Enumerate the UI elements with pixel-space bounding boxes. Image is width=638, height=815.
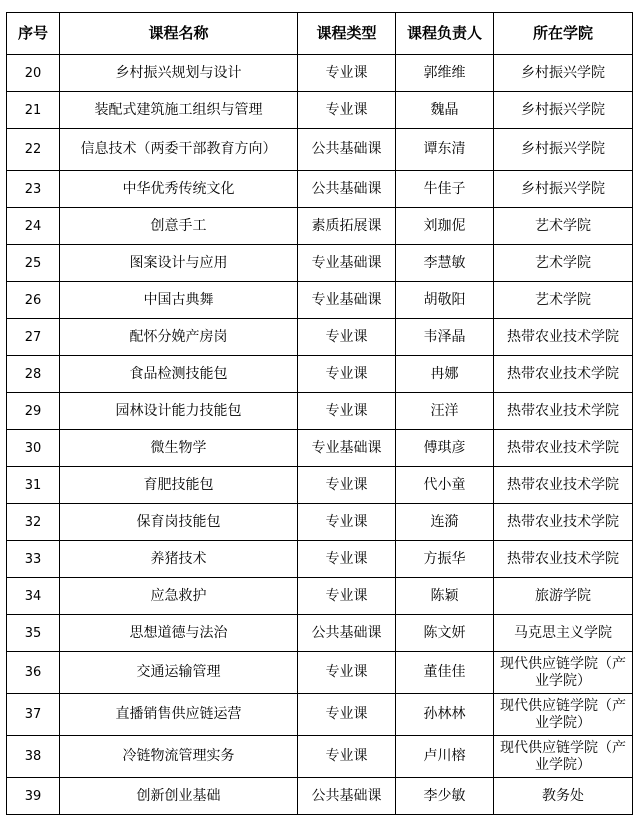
row-no-cell: 21 <box>7 92 60 129</box>
header-row <box>7 13 633 55</box>
college-cell: 热带农业技术学院 <box>494 356 633 393</box>
row-no-cell: 36 <box>7 652 60 694</box>
row-no-cell: 30 <box>7 430 60 467</box>
course-type-cell: 公共基础课 <box>298 778 396 815</box>
row-no-cell: 26 <box>7 282 60 319</box>
course-type-cell: 专业课 <box>298 652 396 694</box>
header-no: 序号 <box>7 13 60 55</box>
course-type-cell: 专业课 <box>298 504 396 541</box>
college-cell: 现代供应链学院（产业学院） <box>494 736 633 778</box>
course-owner-cell: 卢川榕 <box>396 736 494 778</box>
course-type-cell: 专业基础课 <box>298 282 396 319</box>
college-cell: 乡村振兴学院 <box>494 129 633 171</box>
college-cell: 乡村振兴学院 <box>494 55 633 92</box>
course-owner-cell: 汪洋 <box>396 393 494 430</box>
college-cell: 乡村振兴学院 <box>494 171 633 208</box>
course-owner-cell: 牛佳子 <box>396 171 494 208</box>
college-cell: 教务处 <box>494 778 633 815</box>
course-name-cell: 中国古典舞 <box>60 282 298 319</box>
row-no-cell: 32 <box>7 504 60 541</box>
course-name-cell: 育肥技能包 <box>60 467 298 504</box>
header-course-owner: 课程负责人 <box>396 13 494 55</box>
course-name-cell: 乡村振兴规划与设计 <box>60 55 298 92</box>
table-row <box>7 129 633 171</box>
course-owner-cell: 连漪 <box>396 504 494 541</box>
row-no-cell: 37 <box>7 694 60 736</box>
course-table <box>6 12 633 815</box>
course-name-cell: 图案设计与应用 <box>60 245 298 282</box>
table-row <box>7 393 633 430</box>
course-name-cell: 配怀分娩产房岗 <box>60 319 298 356</box>
table-row <box>7 615 633 652</box>
course-type-cell: 公共基础课 <box>298 615 396 652</box>
college-cell: 热带农业技术学院 <box>494 393 633 430</box>
course-owner-cell: 李少敏 <box>396 778 494 815</box>
college-cell: 现代供应链学院（产业学院） <box>494 694 633 736</box>
table-row <box>7 652 633 694</box>
course-owner-cell: 刘珈伲 <box>396 208 494 245</box>
course-name-cell: 思想道德与法治 <box>60 615 298 652</box>
table-row <box>7 319 633 356</box>
header-college: 所在学院 <box>494 13 633 55</box>
course-name-cell: 装配式建筑施工组织与管理 <box>60 92 298 129</box>
college-cell: 热带农业技术学院 <box>494 430 633 467</box>
table-row <box>7 778 633 815</box>
course-type-cell: 素质拓展课 <box>298 208 396 245</box>
course-owner-cell: 孙林林 <box>396 694 494 736</box>
row-no-cell: 20 <box>7 55 60 92</box>
course-owner-cell: 冉娜 <box>396 356 494 393</box>
course-owner-cell: 方振华 <box>396 541 494 578</box>
table-row <box>7 430 633 467</box>
course-type-cell: 专业课 <box>298 541 396 578</box>
table-row <box>7 245 633 282</box>
college-cell: 乡村振兴学院 <box>494 92 633 129</box>
table-row <box>7 92 633 129</box>
course-type-cell: 专业课 <box>298 92 396 129</box>
course-owner-cell: 胡敬阳 <box>396 282 494 319</box>
row-no-cell: 31 <box>7 467 60 504</box>
row-no-cell: 39 <box>7 778 60 815</box>
course-owner-cell: 谭东清 <box>396 129 494 171</box>
row-no-cell: 34 <box>7 578 60 615</box>
course-owner-cell: 陈文妍 <box>396 615 494 652</box>
college-cell: 热带农业技术学院 <box>494 541 633 578</box>
table-row <box>7 541 633 578</box>
row-no-cell: 24 <box>7 208 60 245</box>
row-no-cell: 38 <box>7 736 60 778</box>
row-no-cell: 22 <box>7 129 60 171</box>
course-name-cell: 应急救护 <box>60 578 298 615</box>
table-row <box>7 694 633 736</box>
course-owner-cell: 郭维维 <box>396 55 494 92</box>
college-cell: 马克思主义学院 <box>494 615 633 652</box>
table-row <box>7 467 633 504</box>
course-owner-cell: 董佳佳 <box>396 652 494 694</box>
course-owner-cell: 代小童 <box>396 467 494 504</box>
table-row <box>7 736 633 778</box>
course-type-cell: 专业课 <box>298 55 396 92</box>
row-no-cell: 25 <box>7 245 60 282</box>
course-name-cell: 交通运输管理 <box>60 652 298 694</box>
table-row <box>7 208 633 245</box>
header-course-name: 课程名称 <box>60 13 298 55</box>
course-name-cell: 信息技术（两委干部教育方向） <box>60 129 298 171</box>
course-owner-cell: 魏晶 <box>396 92 494 129</box>
row-no-cell: 35 <box>7 615 60 652</box>
row-no-cell: 27 <box>7 319 60 356</box>
course-type-cell: 专业课 <box>298 467 396 504</box>
course-type-cell: 专业课 <box>298 578 396 615</box>
course-name-cell: 微生物学 <box>60 430 298 467</box>
course-type-cell: 专业基础课 <box>298 245 396 282</box>
course-owner-cell: 韦泽晶 <box>396 319 494 356</box>
college-cell: 旅游学院 <box>494 578 633 615</box>
course-name-cell: 创意手工 <box>60 208 298 245</box>
table-row <box>7 356 633 393</box>
row-no-cell: 33 <box>7 541 60 578</box>
course-type-cell: 专业课 <box>298 736 396 778</box>
header-course-type: 课程类型 <box>298 13 396 55</box>
row-no-cell: 29 <box>7 393 60 430</box>
course-type-cell: 专业基础课 <box>298 430 396 467</box>
college-cell: 艺术学院 <box>494 245 633 282</box>
course-type-cell: 公共基础课 <box>298 171 396 208</box>
course-type-cell: 专业课 <box>298 694 396 736</box>
table-row <box>7 171 633 208</box>
college-cell: 现代供应链学院（产业学院） <box>494 652 633 694</box>
college-cell: 热带农业技术学院 <box>494 319 633 356</box>
course-owner-cell: 陈颖 <box>396 578 494 615</box>
course-name-cell: 保育岗技能包 <box>60 504 298 541</box>
table-row <box>7 578 633 615</box>
table-row <box>7 55 633 92</box>
table-row <box>7 282 633 319</box>
course-owner-cell: 傅琪彦 <box>396 430 494 467</box>
course-type-cell: 公共基础课 <box>298 129 396 171</box>
table-row <box>7 504 633 541</box>
course-name-cell: 直播销售供应链运营 <box>60 694 298 736</box>
course-owner-cell: 李慧敏 <box>396 245 494 282</box>
course-name-cell: 中华优秀传统文化 <box>60 171 298 208</box>
course-type-cell: 专业课 <box>298 319 396 356</box>
course-name-cell: 食品检测技能包 <box>60 356 298 393</box>
course-type-cell: 专业课 <box>298 356 396 393</box>
course-name-cell: 养猪技术 <box>60 541 298 578</box>
course-name-cell: 园林设计能力技能包 <box>60 393 298 430</box>
table-body <box>7 55 633 815</box>
course-name-cell: 创新创业基础 <box>60 778 298 815</box>
course-type-cell: 专业课 <box>298 393 396 430</box>
row-no-cell: 23 <box>7 171 60 208</box>
row-no-cell: 28 <box>7 356 60 393</box>
college-cell: 热带农业技术学院 <box>494 467 633 504</box>
college-cell: 热带农业技术学院 <box>494 504 633 541</box>
college-cell: 艺术学院 <box>494 282 633 319</box>
college-cell: 艺术学院 <box>494 208 633 245</box>
course-name-cell: 冷链物流管理实务 <box>60 736 298 778</box>
